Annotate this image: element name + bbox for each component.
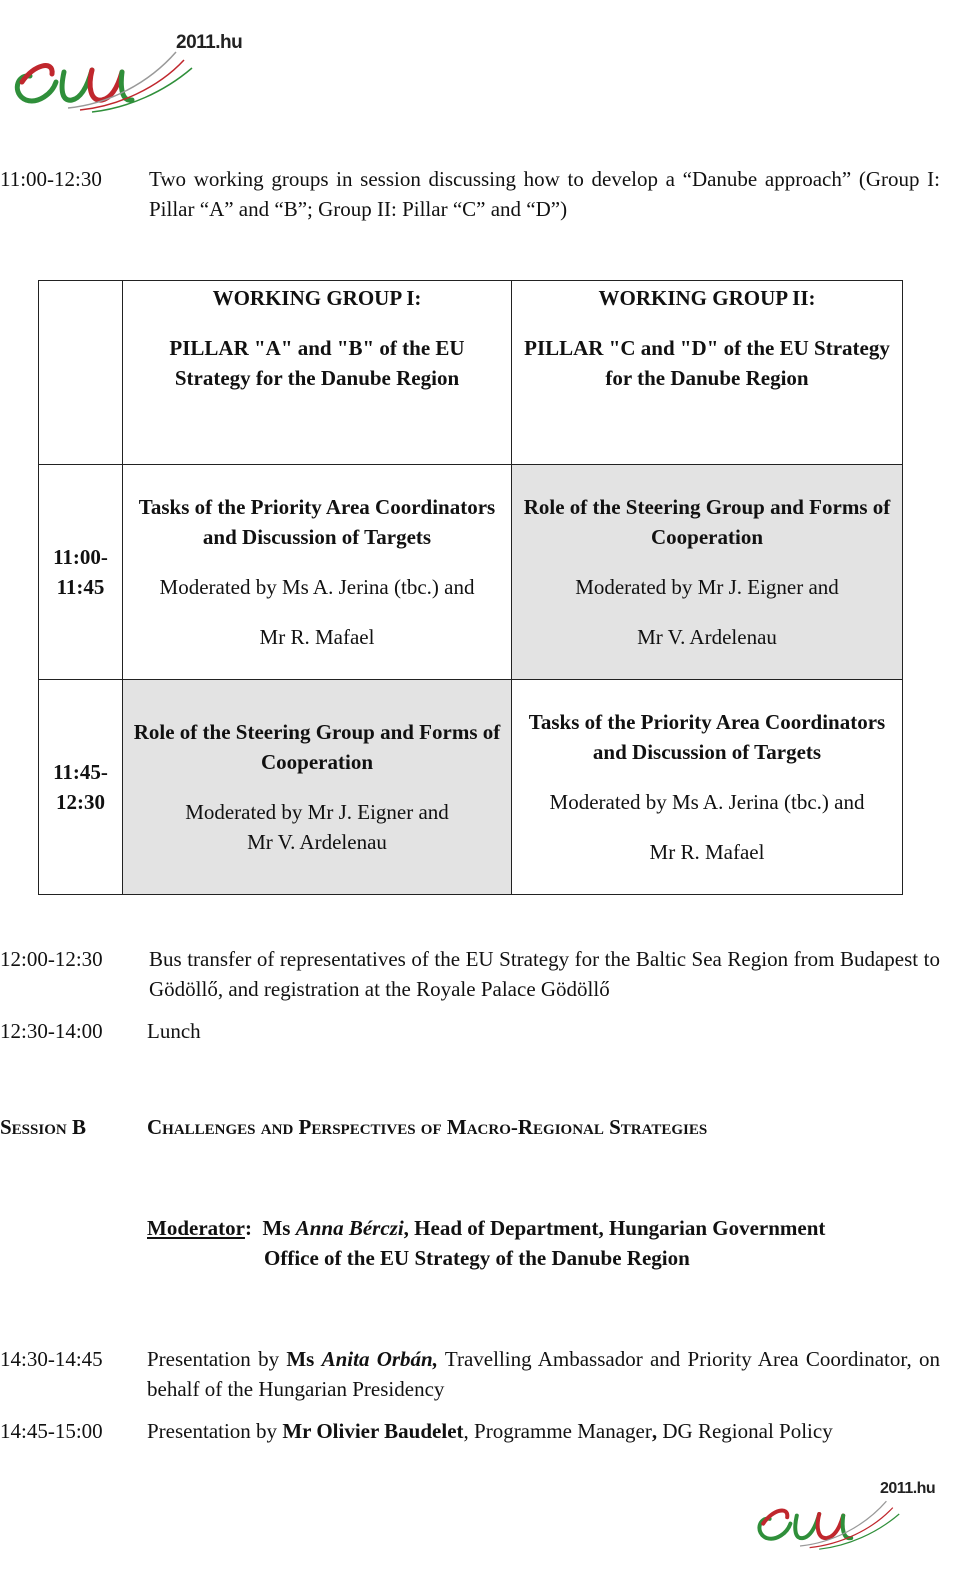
speaker-role-a: , Programme Manager — [463, 1419, 652, 1443]
speaker-role-b: DG Regional Policy — [657, 1419, 833, 1443]
row-1-time-end: 11:45 — [56, 575, 105, 599]
row-2-time — [39, 680, 123, 895]
row-1-group-1-moderated: Moderated by Ms A. Jerina (tbc.) and — [159, 575, 475, 599]
row-2-group-2-moderated: Moderated by Ms A. Jerina (tbc.) and — [549, 790, 865, 814]
working-group-1-title: WORKING GROUP I: — [212, 286, 422, 310]
eu2011-logo-bottom — [752, 1474, 952, 1554]
working-group-2-header — [512, 281, 903, 465]
agenda-time: 12:00-12:30 — [0, 947, 103, 971]
row-2-time-end: 12:30 — [56, 790, 105, 814]
eu2011-logo-top — [8, 24, 258, 114]
row-2-time-start: 11:45- — [53, 760, 108, 784]
agenda-time: 14:30-14:45 — [0, 1347, 103, 1371]
moderator-role-1: , Head of Department, Hungarian Government — [403, 1216, 826, 1240]
moderator-title: Ms — [262, 1216, 291, 1240]
agenda-text: Lunch — [147, 1019, 201, 1043]
agenda-time: 14:45-15:00 — [0, 1419, 103, 1443]
row-1-group-1-moderated-2: Mr R. Mafael — [259, 625, 375, 649]
intro-text: Two working groups in session discussing how to develop a “Danube approach” (Group I: Pillar “A” and “B”; Group II: Pillar “C” and “D”) — [149, 167, 940, 221]
row-1-time-start: 11:00- — [53, 545, 108, 569]
moderator-name: Anna Bérczi — [295, 1216, 404, 1240]
intro-time: 11:00-12:30 — [0, 167, 102, 191]
row-1-group-2-moderated-2: Mr V. Ardelenau — [637, 625, 777, 649]
table-corner-cell — [39, 281, 123, 465]
working-groups-table — [38, 280, 903, 895]
logo-domain-text: 2011.hu — [176, 32, 243, 53]
row-2-group-2-moderated-2: Mr R. Mafael — [649, 840, 765, 864]
row-2-group-1-cell — [123, 680, 512, 895]
speaker-role: Travelling Ambassador and Priority Area Coordinator, on behalf of the Hungarian Presidency — [147, 1347, 941, 1401]
row-1-group-2-title: Role of the Steering Group and Forms of Cooperation — [523, 495, 891, 549]
table-header-row — [39, 281, 903, 465]
session-moderator — [147, 1213, 907, 1273]
session-label: Session B — [0, 1115, 86, 1139]
moderator-line-1: Moderator: Ms Anna Bérczi, Head of Department, Hungarian Government — [147, 1216, 826, 1240]
speaker-name: Anita Orbán, — [321, 1347, 438, 1371]
speaker-title: Ms — [286, 1347, 315, 1371]
row-1-group-2-moderated: Moderated by Mr J. Eigner and — [575, 575, 839, 599]
row-1-group-1-title: Tasks of the Priority Area Coordinators and Discussion of Targets — [138, 495, 496, 549]
row-2-group-2-title: Tasks of the Priority Area Coordinators and Discussion of Targets — [528, 710, 886, 764]
row-1-group-1-cell — [123, 465, 512, 680]
working-group-2-subtitle: PILLAR "C and "D" of the EU Strategy for the Danube Region — [524, 336, 890, 390]
table-row — [39, 680, 903, 895]
row-2-group-1-moderated-2: Mr V. Ardelenau — [247, 830, 387, 854]
working-group-1-header — [123, 281, 512, 465]
agenda-time: 12:30-14:00 — [0, 1019, 103, 1043]
row-2-group-2-cell — [512, 680, 903, 895]
table-row — [39, 465, 903, 680]
agenda-text — [147, 1344, 940, 1404]
moderator-label: Moderator — [147, 1216, 245, 1240]
speaker-name: Mr Olivier Baudelet — [282, 1419, 464, 1443]
session-title: Challenges and Perspectives of Macro-Regional Strategies — [147, 1115, 708, 1139]
row-2-group-1-moderated: Moderated by Mr J. Eigner and — [185, 800, 449, 824]
row-1-group-2-cell — [512, 465, 903, 680]
row-1-time — [39, 465, 123, 680]
speaker-comma: , — [651, 1419, 658, 1443]
row-2-group-1-title: Role of the Steering Group and Forms of Cooperation — [133, 720, 501, 774]
presentation-prefix: Presentation by — [147, 1347, 280, 1371]
presentation-prefix: Presentation by — [147, 1419, 278, 1443]
working-group-1-subtitle: PILLAR "A" and "B" of the EU Strategy for the Danube Region — [169, 336, 465, 390]
agenda-text — [147, 1416, 940, 1446]
logo-domain-text: 2011.hu — [880, 1480, 936, 1497]
agenda-text: Bus transfer of representatives of the EU Strategy for the Baltic Sea Region from Budapest to Gödöllő, and registration at the Royale Palace Gödöllő — [149, 947, 940, 1001]
working-group-2-title: WORKING GROUP II: — [598, 286, 816, 310]
moderator-role-2: Office of the EU Strategy of the Danube Region — [264, 1246, 690, 1270]
